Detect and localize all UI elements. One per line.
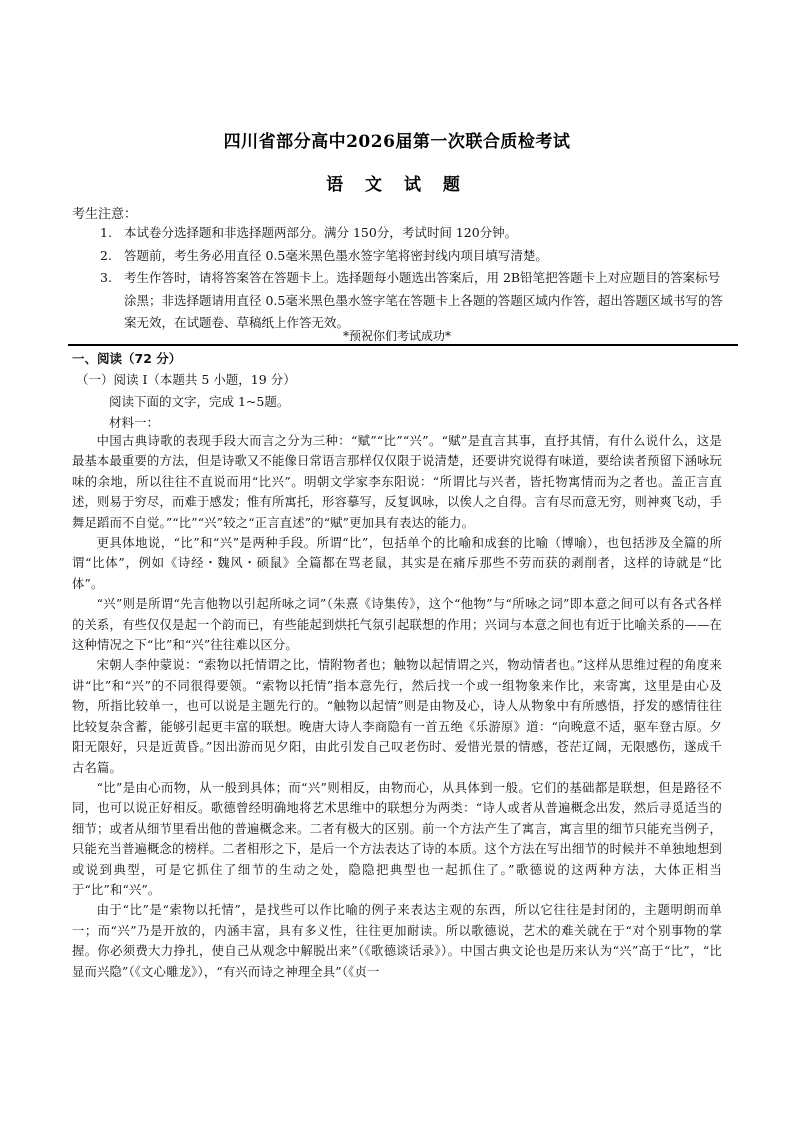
notice-item-text: 本试卷分选择题和非选择题两部分。满分 150分，考试时间 120分钟。	[124, 225, 518, 240]
passage-paragraph: 宋朝人李仲蒙说：“索物以托情谓之比，情附物者也；触物以起情谓之兴，物动情者也。”这样从思维过程的角度来讲“比”和“兴”的不同很得要领。“索物以托情”指本意先行，然后找一个或一组物象来作比，来寄寓，这里是由心及物，所指比较单一，也可以说是主题先行的。“触物以起情”则是由物及心，诗人从物象中有所感悟，抒发的感情往往比较复杂含蓄，能够引起更丰富的联想。晚唐大诗人李商隐有一首五绝《乐游原》道：“向晚意不适，驱车登古原。夕阳无限好，只是近黄昏。”因出游而见夕阳，由此引发自己叹老伤时、爱惜光景的情感，苍茫辽阔，无限感伤，遂成千古名篇。	[72, 658, 722, 775]
passage-paragraph: “兴”则是所谓“先言他物以引起所咏之词”（朱熹《诗集传》，这个“他物”与“所咏之词”即本意之间可以有各式各样的关系，有些仅仅是起一个韵而已，有些能起到烘托气氛引起联想的作用；兴词与本意之间也有近于比喻关系的——在这种情况之下“比”和“兴”往往难以区分。	[72, 597, 722, 653]
subsection-title: （一）阅读 I（本题共 5 小题，19 分）	[76, 372, 296, 387]
notice-item-text: 考生作答时，请将答案答在答题卡上。选择题每小题选出答案后，用 2B铅笔把答题卡上对应题目的答案标号涂黑；非选择题请用直径 0.5毫米黑色墨水签字笔在答题卡上各题的答题区域内作答，超出答题区域书写的答案无效，在试题卷、草稿纸上作答无效。	[124, 270, 723, 330]
notice-item-text: 答题前，考生务必用直径 0.5毫米黑色墨水签字笔将密封线内项目填写清楚。	[124, 247, 548, 263]
notice-item-number: 2.	[100, 247, 112, 263]
notice-item-number: 1.	[100, 225, 112, 240]
instruction: 阅读下面的文字，完成 1~5题。	[109, 394, 290, 409]
notice-item	[100, 245, 730, 268]
notice-item-number: 3.	[100, 270, 112, 285]
exam-title: 四川省部分高中2026届第一次联合质检考试	[223, 132, 571, 152]
passage-paragraph: 由于“比”是“索物以托情”，是找些可以作比喻的例子来表达主观的东西，所以它往往是封闭的，主题明朗而单一；而“兴”乃是开放的，内涵丰富，具有多义性，往往更加耐读。所以歌德说，艺术的难关就在于“对个别事物的掌握。你必须费大力挣扎，使自己从观念中解脱出来”（《歌德谈话录》）。中国古典文论也是历来认为“兴”高于“比”，“比显而兴隐”（《文心雕龙》），“有兴而诗之神理全具”（《贞一	[72, 903, 722, 979]
subject-title: 语 文 试 题	[326, 175, 468, 195]
notice-item	[100, 267, 730, 335]
divider	[68, 344, 738, 346]
passage-paragraph: 更具体地说，“比”和“兴”是两种手段。所谓“比”，包括单个的比喻和成套的比喻（博喻），也包括涉及全篇的所谓“比体”，例如《诗经・魏风・硕鼠》全篇都在骂老鼠，其实是在痛斥那些不劳而获的剥削者，这样的诗就是“比体”。	[72, 536, 722, 591]
passage-paragraph: 中国古典诗歌的表现手段大而言之分为三种：“赋”“比”“兴”。“赋”是直言其事，直抒其情，有什么说什么，这是最基本最重要的方法，但是诗歌又不能像日常语言那样仅仅限于说清楚，还要讲究说得有味道，要给读者预留下涵咏玩味的余地，所以往往不直说而用“比兴”。明朝文学家李东阳说：“所谓比与兴者，皆托物寓情而为之者也。盖正言直述，则易于穷尽，而难于感发；惟有所寓托，形容摹写，反复讽咏，以俟人之自得。言有尽而意无穷，则神爽飞动，手舞足蹈而不自觉。”“比”“兴”较之“正言直述”的“赋”更加具有表达的能力。	[72, 434, 722, 530]
notice-item	[100, 222, 730, 245]
notice-heading: 考生注意：	[72, 207, 138, 222]
passage-paragraph: “比”是由心而物，从一般到具体；而“兴”则相反，由物而心，从具体到一般。它们的基础都是联想，但是路径不同，也可以说正好相反。歌德曾经明确地将艺术思维中的联想分为两类：“诗人或者从普遍概念出发，然后寻觅适当的细节；或者从细节里看出他的普遍概念来。二者有极大的区别。前一个方法产生了寓言，寓言里的细节只能充当例子，只能充当普遍概念的榜样。二者相形之下，是后一个方法表达了诗的本质。这个方法在写出细节的时候并不单独地想到或说到典型，可是它抓住了细节的生动之处，隐隐把典型也一起抓住了。”歌德说的这两种方法，大体正相当于“比”和“兴”。	[72, 780, 722, 897]
good-luck-line: *预祝你们考试成功*	[342, 329, 451, 343]
notice-list	[100, 222, 730, 335]
section-title: 一、阅读（72 分）	[72, 351, 182, 366]
material-label: 材料一：	[109, 415, 160, 430]
passage	[72, 431, 722, 982]
